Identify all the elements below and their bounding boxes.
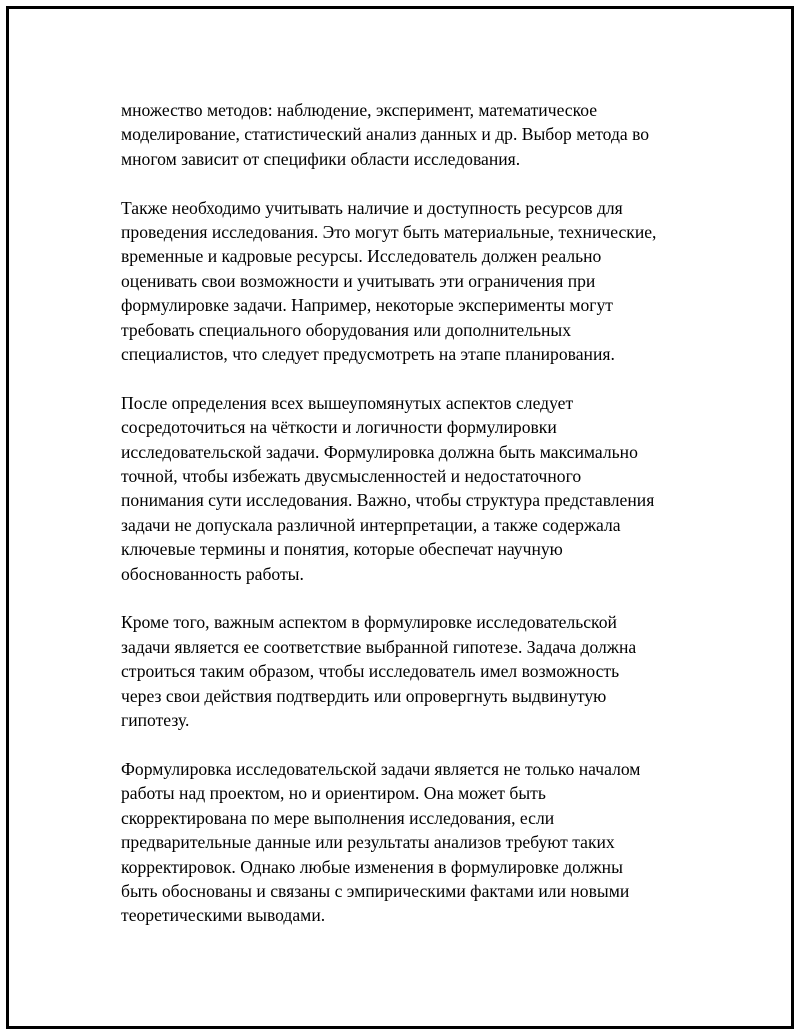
text-line: формулировке задачи. Например, некоторые эксперименты могут bbox=[121, 295, 613, 316]
text-line: быть обоснованы и связаны с эмпирическими фактами или новыми bbox=[121, 880, 630, 901]
text-line: Формулировка исследовательской задачи является не только началом bbox=[121, 758, 641, 779]
page-frame bbox=[6, 6, 794, 1029]
text-line: После определения всех вышеупомянутых аспектов следует bbox=[121, 392, 574, 413]
text-line: множество методов: наблюдение, эксперимент, математическое bbox=[121, 100, 598, 120]
text-line: Кроме того, важным аспектом в формулировке исследовательской bbox=[121, 612, 617, 633]
text-line: многом зависит от специфики области исследования. bbox=[121, 148, 521, 169]
text-line: корректировок. Однако любые изменения в формулировке должны bbox=[121, 856, 623, 877]
text-line: оценивать свои возможности и учитывать эти ограничения при bbox=[121, 270, 596, 291]
paragraph-2 bbox=[121, 196, 701, 367]
document-body bbox=[121, 98, 701, 928]
text-line: строиться таким образом, чтобы исследователь имел возможность bbox=[121, 661, 620, 682]
text-line: обоснованность работы. bbox=[121, 563, 304, 584]
text-line: Также необходимо учитывать наличие и доступность ресурсов для bbox=[121, 197, 623, 218]
text-line: проведения исследования. Это могут быть материальные, технические, bbox=[121, 222, 657, 243]
text-line: задачи не допускала различной интерпретации, а также содержала bbox=[121, 514, 621, 535]
text-line: скорректирована по мере выполнения исследования, если bbox=[121, 807, 555, 828]
text-line: временные и кадровые ресурсы. Исследователь должен реально bbox=[121, 246, 602, 267]
text-line: через свои действия подтвердить или опровергнуть выдвинутую bbox=[121, 685, 607, 706]
text-line: сосредоточиться на чёткости и логичности формулировки bbox=[121, 417, 557, 438]
paragraph-4 bbox=[121, 610, 701, 732]
text-line: исследовательской задачи. Формулировка должна быть максимально bbox=[121, 441, 638, 462]
text-line: специалистов, что следует предусмотреть на этапе планирования. bbox=[121, 344, 615, 365]
text-line: понимания сути исследования. Важно, чтобы структура представления bbox=[121, 490, 655, 511]
paragraph-1 bbox=[121, 98, 701, 171]
text-line: точной, чтобы избежать двусмысленностей и недостаточного bbox=[121, 466, 582, 487]
text-line: ключевые термины и понятия, которые обеспечат научную bbox=[121, 539, 563, 560]
text-line: задачи является ее соответствие выбранной гипотезе. Задача должна bbox=[121, 636, 637, 657]
text-line: предварительные данные или результаты анализов требуют таких bbox=[121, 832, 615, 853]
text-line: моделирование, статистический анализ данных и др. Выбор метода во bbox=[121, 124, 650, 145]
paragraph-5 bbox=[121, 757, 701, 928]
text-line: требовать специального оборудования или дополнительных bbox=[121, 319, 572, 340]
text-line: гипотезу. bbox=[121, 710, 190, 731]
text-line: работы над проектом, но и ориентиром. Она может быть bbox=[121, 783, 546, 804]
paragraph-3 bbox=[121, 391, 701, 586]
text-line: теоретическими выводами. bbox=[121, 905, 326, 926]
